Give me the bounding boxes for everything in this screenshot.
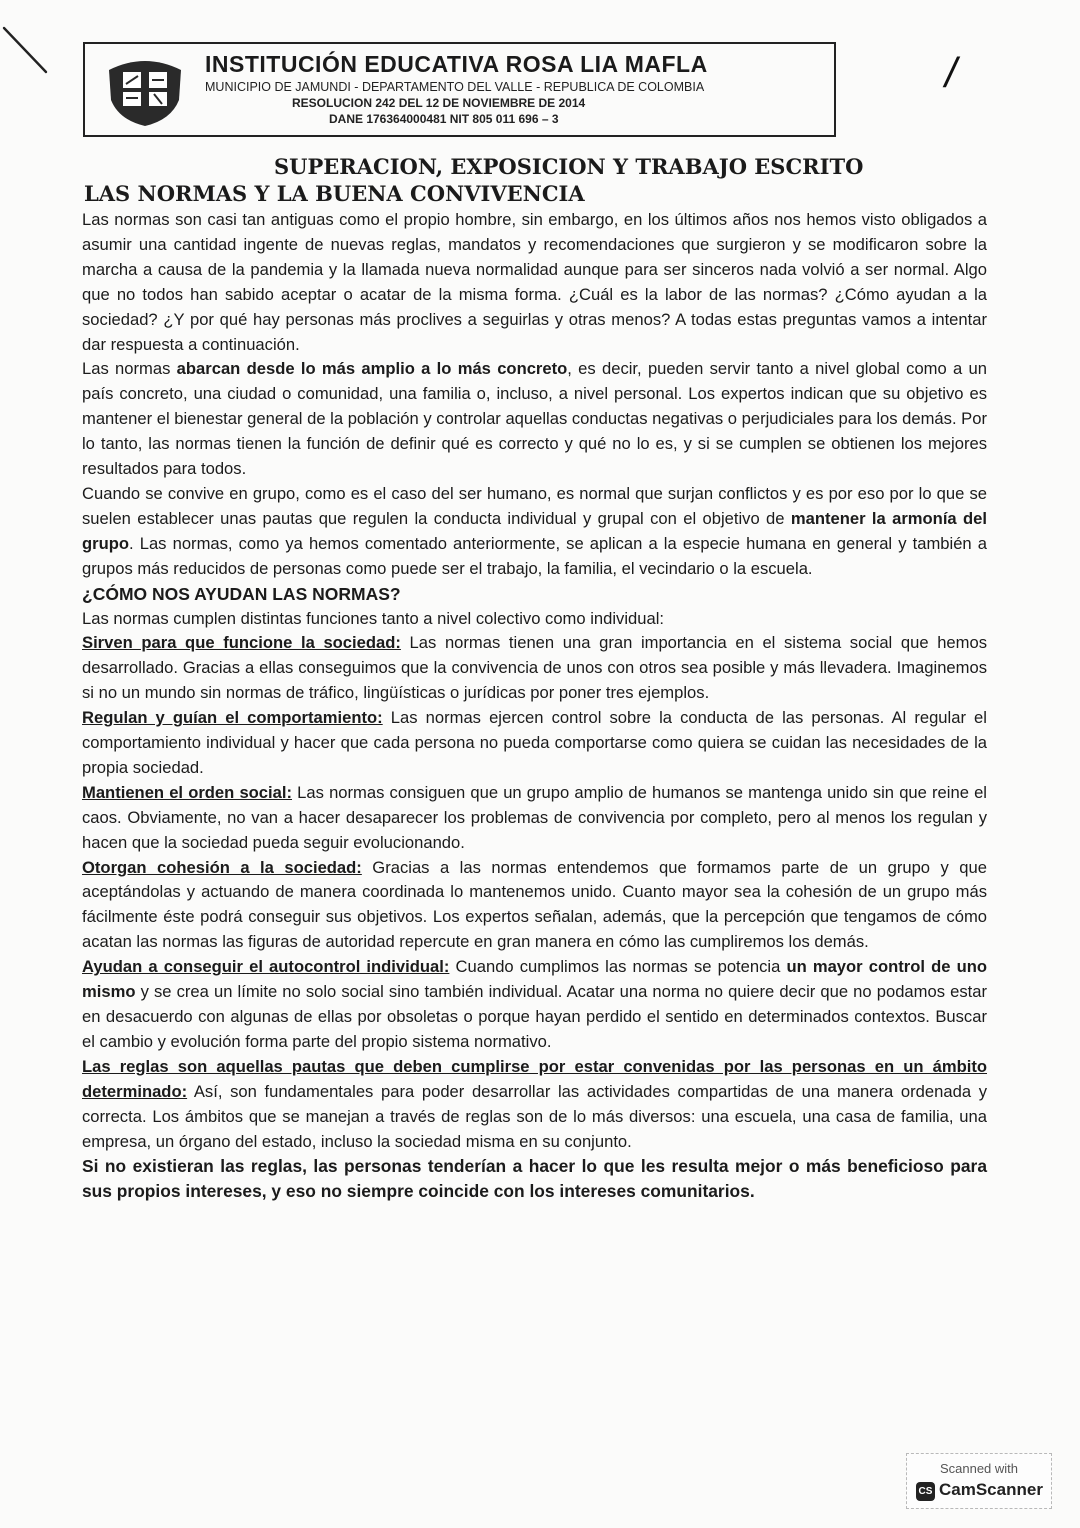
school-crest-icon [101, 50, 189, 130]
document-body [82, 208, 987, 1204]
institution-resolution: RESOLUCION 242 DEL 12 DE NOVIEMBRE DE 2014 [292, 96, 586, 110]
document-title: SUPERACION, EXPOSICION Y TRABAJO ESCRITO [274, 154, 864, 179]
list-item: Regulan y guían el comportamiento: Las normas ejercen control sobre la conducta de las personas. Al regular el comportamiento individual y hacer que cada persona no pueda comportarse como quiera se cuidan las necesidades de la propia sociedad. [82, 708, 987, 777]
institution-dane-nit: DANE 176364000481 NIT 805 011 696 – 3 [329, 112, 559, 126]
paragraph-scope: Las normas abarcan desde lo más amplio a lo más concreto, es decir, pueden servir tanto a nivel global como a un país concreto, una ciudad o comunidad, una familia o, incluso, a nivel personal. Los expertos indican que su objetivo es mantener el bienestar general de la población y controlar aquellas conductas negativas o perjudiciales para los demás. Por lo tanto, las normas tienen la función de definir qué es correcto y qué no lo es, y si se cumplen se obtienen los mejores resultados para todos. [82, 359, 987, 479]
intro-paragraph: Las normas son casi tan antiguas como el propio hombre, sin embargo, en los últimos años nos hemos visto obligados a asumir una cantidad ingente de nuevas reglas, mandatos y recomendaciones que surgieron y se modificaron sobre la marcha a causa de la pandemia y la llamada nueva normalidad aunque para ser sinceros nada volvió a ser normal. Algo que no todos han sabido aceptar o acatar de la misma forma. ¿Cuál es la labor de las normas? ¿Cómo ayudan a la sociedad? ¿Y por qué hay personas más proclives a seguirlas y otras menos? A todas estas preguntas vamos a intentar dar respuesta a continuación. [82, 210, 987, 354]
closing-paragraph: Si no existieran las reglas, las personas tenderían a hacer lo que les resulta mejor o más beneficioso para sus propios intereses, y eso no siempre coincide con los intereses comunitarios. [82, 1156, 987, 1202]
institution-name: INSTITUCIÓN EDUCATIVA ROSA LIA MAFLA [205, 51, 708, 77]
section-title: LAS NORMAS Y LA BUENA CONVIVENCIA [84, 181, 585, 206]
institution-location: MUNICIPIO DE JAMUNDI - DEPARTAMENTO DEL VALLE - REPUBLICA DE COLOMBIA [205, 80, 705, 94]
pen-stroke-mark [0, 20, 60, 80]
rules-paragraph: Las reglas son aquellas pautas que deben cumplirse por estar convenidas por las personas en un ámbito determinado: Así, son fundamentales para poder desarrollar las actividades compartidas de una manera ordenada y correcta. Los ámbitos que se manejan a través de reglas son de lo más diversos: una escuela, una casa de familia, una empresa, un órgano del estado, incluso la sociedad misma en su conjunto. [82, 1056, 987, 1151]
scanner-watermark [906, 1453, 1052, 1509]
list-item: Sirven para que funcione la sociedad: Las normas tienen una gran importancia en el sistema social que hemos desarrollado. Gracias a ellas conseguimos que la convivencia de unos con otros sea posible y más llevadera. Imaginemos si no un mundo sin normas de tráfico, lingüísticas o jurídicas por poner tres ejemplos. [82, 633, 988, 703]
list-item: Ayudan a conseguir el autocontrol individual: Cuando cumplimos las normas se potencia un mayor control de uno mismo y se crea un límite no solo social sino también individual. Acatar una norma no quiere decir que no podamos estar en desacuerdo con algunas de ellas por obsoletas o porque hayan perdido el sentido en determinados contextos. Buscar el cambio y evolución forma parte del propio sistema normativo. [82, 957, 987, 1051]
paragraph-harmony: Cuando se convive en grupo, como es el caso del ser humano, es normal que surjan conflictos y es por eso por lo que se suelen establecer unas pautas que regulen la conducta individual y grupal con el objetivo de mantener la armonía del grupo. Las normas, como ya hemos comentado anteriormente, se aplican a la especie humana en general y también a grupos más reducidos de personas como puede ser el trabajo, la familia, el vecindario o la escuela. [82, 483, 987, 578]
page-number: / [945, 49, 957, 96]
list-item: Otorgan cohesión a la sociedad: Gracias a las normas entendemos que formamos parte de un grupo y que aceptándolas y actuando de manera coordinada lo mantenemos unido. Cuanto mayor sea la cohesión de un grupo más fácilmente éste podrá conseguir sus objetivos. Los expertos señalan, además, que la percepción que tengamos de cómo acatan las normas las figuras de autoridad repercute en gran manera en cómo las cumpliremos los demás. [82, 857, 987, 952]
list-item: Mantienen el orden social: Las normas consiguen que un grupo amplio de humanos se mantenga unido sin que reine el caos. Obviamente, no van a hacer desaparecer los problemas de convivencia por completo, pero al menos los regulan y hacen que la sociedad pueda seguir evolucionando. [82, 782, 987, 852]
scanner-brand: CamScanner [939, 1480, 1043, 1499]
scanner-caption: Scanned with [939, 1461, 1019, 1476]
camscanner-logo-icon: CS [916, 1482, 935, 1501]
functions-intro: Las normas cumplen distintas funciones tanto a nivel colectivo como individual: [82, 608, 665, 628]
subheading: ¿CÓMO NOS AYUDAN LAS NORMAS? [82, 583, 401, 604]
letterhead [83, 42, 836, 137]
